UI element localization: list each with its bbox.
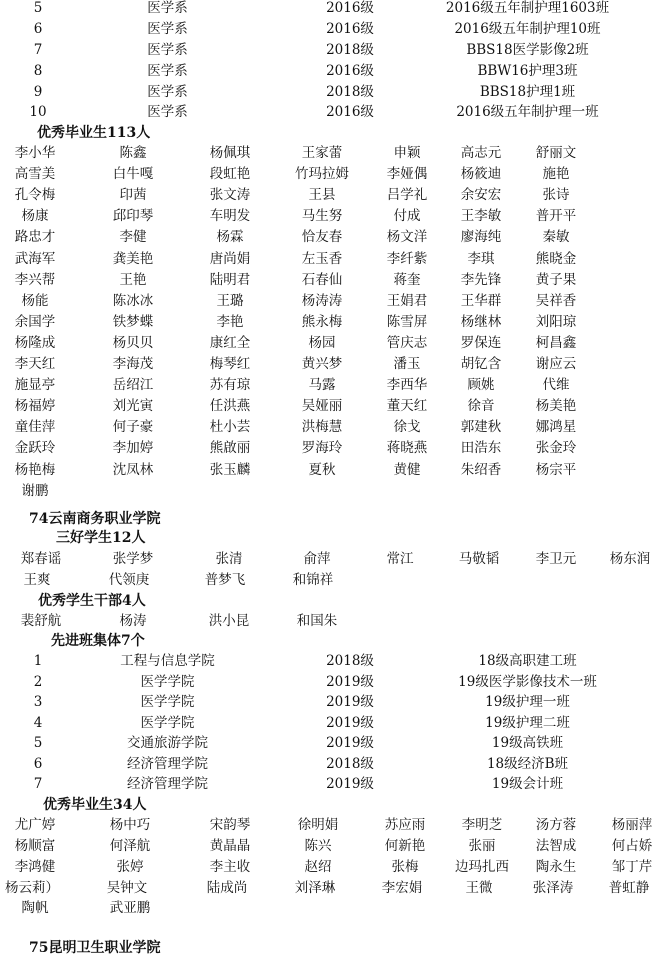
row-department: 医学系 <box>147 0 188 16</box>
person-name: 熊晓金 <box>535 250 577 267</box>
person-name: 汤方蓉 <box>535 817 577 833</box>
person-name: 张学梦 <box>112 551 154 567</box>
person-name: 普虹静 <box>608 880 650 896</box>
person-name: 余安宏 <box>460 187 502 204</box>
person-name: 蒋晓燕 <box>386 440 428 457</box>
person-name: 张文涛 <box>209 187 251 204</box>
person-name: 李主收 <box>209 859 251 875</box>
row-year: 2018级 <box>326 42 374 58</box>
person-name: 段虹艳 <box>209 166 251 183</box>
row-department: 经济管理学院 <box>127 776 208 792</box>
person-name: 徐戈 <box>393 419 421 436</box>
person-name: 胡钇含 <box>460 356 502 372</box>
row-department: 医学系 <box>147 42 188 58</box>
row-number: 4 <box>33 715 43 731</box>
person-name: 何占娇 <box>611 838 653 854</box>
person-name: 廖海纯 <box>460 229 502 246</box>
person-name: 杨佩琪 <box>209 145 251 161</box>
person-name: 黄兴梦 <box>301 356 343 372</box>
row-department: 医学学院 <box>140 715 195 731</box>
person-name: 法智成 <box>535 838 577 854</box>
person-name: 杨艳梅 <box>14 461 56 478</box>
name-row <box>0 354 657 374</box>
person-name: 杨贝贝 <box>112 334 154 351</box>
person-name: 杨顺富 <box>14 838 56 854</box>
person-name: 邱印琴 <box>112 208 154 225</box>
person-name: 李天红 <box>14 356 56 372</box>
person-name: 铁梦蝶 <box>112 313 154 330</box>
person-name: 王县 <box>308 187 336 204</box>
person-name: 杨东润 <box>609 551 651 567</box>
row-class: 18级经济B班 <box>486 756 569 772</box>
row-class: BBS18护理1班 <box>479 84 576 100</box>
person-name: 尤广婷 <box>14 817 56 833</box>
row-number: 10 <box>29 104 47 120</box>
person-name: 陈雪屏 <box>386 313 428 330</box>
person-name: 杨涛 <box>119 613 147 629</box>
row-class: 19级护理一班 <box>485 694 570 710</box>
person-name: 童佳萍 <box>14 419 56 436</box>
person-name: 舒丽文 <box>535 145 577 161</box>
person-name: 施艳 <box>542 166 570 183</box>
person-name: 洪小昆 <box>208 613 250 629</box>
name-row <box>0 611 657 631</box>
name-row <box>0 438 657 458</box>
row-class: 19级医学影像技术一班 <box>458 674 597 690</box>
row-number: 6 <box>33 21 43 37</box>
row-department: 工程与信息学院 <box>120 653 215 669</box>
school-title-75: 75昆明卫生职业学院 <box>29 940 161 956</box>
person-name: 余国学 <box>14 313 56 330</box>
row-class: BBS18医学影像2班 <box>466 42 589 58</box>
person-name: 和国朱 <box>296 613 338 629</box>
row-number: 7 <box>33 42 43 58</box>
person-name: 顾姚 <box>467 377 495 394</box>
name-row <box>0 417 657 437</box>
name-row <box>0 312 657 332</box>
person-name: 董天红 <box>386 398 428 415</box>
person-name: 李卫元 <box>535 551 577 567</box>
row-department: 医学系 <box>147 63 188 79</box>
person-name: 吕学礼 <box>386 187 428 204</box>
person-name: 沈凤林 <box>112 461 154 478</box>
person-name: 陈兴 <box>304 838 332 854</box>
person-name: 王李敏 <box>460 208 502 225</box>
row-number: 7 <box>33 776 43 792</box>
person-name: 刘光寅 <box>112 398 154 415</box>
name-row <box>0 291 657 311</box>
person-name: 宋韵琴 <box>209 817 251 833</box>
person-name: 张丽 <box>468 838 496 854</box>
person-name: 申颖 <box>393 145 421 161</box>
person-name: 高志元 <box>460 145 502 161</box>
name-row <box>0 549 657 569</box>
person-name: 谢应云 <box>535 356 577 372</box>
name-row <box>0 836 657 856</box>
person-name: 田浩东 <box>460 440 502 457</box>
person-name: 刘阳琼 <box>535 313 577 330</box>
row-number: 5 <box>33 0 43 16</box>
person-name: 吴娅丽 <box>301 398 343 415</box>
person-name: 娜鸿星 <box>535 419 577 436</box>
person-name: 黄晶晶 <box>209 838 251 854</box>
person-name: 熊啟丽 <box>209 440 251 457</box>
person-name: 陈冰冰 <box>112 292 154 309</box>
person-name: 黄健 <box>393 461 421 478</box>
person-name: 李加婷 <box>112 440 154 457</box>
section-heading-collectives: 先进班集体7个 <box>51 633 145 649</box>
person-name: 龚美艳 <box>112 250 154 267</box>
row-year: 2018级 <box>326 653 374 669</box>
person-name: 邹丁芹 <box>611 859 653 875</box>
person-name: 张梅 <box>391 859 419 875</box>
person-name: 陶帆 <box>21 900 49 916</box>
person-name: 任洪燕 <box>209 398 251 415</box>
person-name: 杨中巧 <box>109 817 151 833</box>
name-row <box>0 898 657 918</box>
person-name: 李兴帮 <box>14 271 56 288</box>
person-name: 武海军 <box>14 250 56 267</box>
name-row <box>0 206 657 226</box>
person-name: 俞萍 <box>303 551 331 567</box>
person-name: 王娟君 <box>386 292 428 309</box>
person-name: 裴舒航 <box>20 613 62 629</box>
row-number: 9 <box>33 84 43 100</box>
person-name: 普梦飞 <box>204 572 246 588</box>
table-row <box>0 61 657 81</box>
person-name: 苏有琼 <box>209 377 251 394</box>
name-row <box>0 878 657 898</box>
name-row <box>0 375 657 395</box>
section-heading-graduates-34: 优秀毕业生34人 <box>43 797 147 813</box>
table-row <box>0 754 657 774</box>
person-name: 李鸿健 <box>14 859 56 875</box>
name-row <box>0 270 657 290</box>
person-name: 石春仙 <box>301 271 343 288</box>
person-name: 柯昌鑫 <box>535 334 577 351</box>
person-name: 苏应雨 <box>384 817 426 833</box>
person-name: 恰友春 <box>301 229 343 246</box>
row-number: 6 <box>33 756 43 772</box>
section-heading-students: 三好学生12人 <box>56 530 146 546</box>
person-name: 何泽航 <box>109 838 151 854</box>
table-row <box>0 651 657 671</box>
row-year: 2019级 <box>326 735 374 751</box>
person-name: 陈鑫 <box>119 145 147 161</box>
table-row <box>0 713 657 733</box>
person-name: 罗海玲 <box>301 440 343 457</box>
person-name: 杨丽萍 <box>611 817 653 833</box>
person-name: 李小华 <box>14 145 56 161</box>
person-name: 何子豪 <box>112 419 154 436</box>
person-name: 印茜 <box>119 187 147 204</box>
person-name: 杨宗平 <box>535 461 577 478</box>
person-name: 杨云莉） <box>5 880 59 896</box>
row-year: 2019级 <box>326 674 374 690</box>
person-name: 张诗 <box>542 187 570 204</box>
person-name: 李明芝 <box>461 817 503 833</box>
person-name: 白牛嘎 <box>112 166 154 183</box>
person-name: 黄子果 <box>535 271 577 288</box>
row-class: 2016级五年制护理1603班 <box>445 0 610 16</box>
table-row <box>0 672 657 692</box>
name-row <box>0 333 657 353</box>
person-name: 杨涛涛 <box>301 292 343 309</box>
person-name: 唐尚娟 <box>209 250 251 267</box>
person-name: 杨隆成 <box>14 334 56 351</box>
row-year: 2016级 <box>326 104 374 120</box>
person-name: 王华群 <box>460 292 502 309</box>
person-name: 杨福婷 <box>14 398 56 415</box>
person-name: 马生努 <box>301 208 343 225</box>
name-row <box>0 396 657 416</box>
name-row <box>0 460 657 480</box>
name-row <box>0 185 657 205</box>
person-name: 代维 <box>542 377 570 394</box>
person-name: 赵绍 <box>304 859 332 875</box>
person-name: 李先锋 <box>460 271 502 288</box>
person-name: 代领庚 <box>108 572 150 588</box>
table-row <box>0 733 657 753</box>
person-name: 何新艳 <box>384 838 426 854</box>
person-name: 熊永梅 <box>301 313 343 330</box>
row-class: 19级护理二班 <box>485 715 570 731</box>
person-name: 郭建秋 <box>460 419 502 436</box>
row-class: 2016级五年制护理10班 <box>454 21 601 37</box>
person-name: 夏秋 <box>308 461 336 478</box>
row-department: 经济管理学院 <box>127 756 208 772</box>
row-number: 5 <box>33 735 43 751</box>
row-department: 医学系 <box>147 21 188 37</box>
table-row <box>0 102 657 122</box>
name-row <box>0 857 657 877</box>
person-name: 李琪 <box>467 250 495 267</box>
row-class: 18级高职建工班 <box>478 653 577 669</box>
row-department: 交通旅游学院 <box>127 735 208 751</box>
person-name: 郑春谣 <box>20 551 62 567</box>
person-name: 金跃玲 <box>14 440 56 457</box>
row-department: 医学系 <box>147 84 188 100</box>
person-name: 杨康 <box>21 208 49 225</box>
name-row <box>0 815 657 835</box>
name-row <box>0 164 657 184</box>
person-name: 杨筱迪 <box>460 166 502 183</box>
row-class: 19级会计班 <box>491 776 564 792</box>
person-name: 常江 <box>386 551 414 567</box>
person-name: 谢鹏 <box>21 482 49 499</box>
row-year: 2016级 <box>326 0 374 16</box>
row-department: 医学学院 <box>140 694 195 710</box>
row-number: 3 <box>33 694 43 710</box>
person-name: 杨文洋 <box>386 229 428 246</box>
person-name: 李娅偶 <box>386 166 428 183</box>
person-name: 刘泽琳 <box>294 880 336 896</box>
section-heading-cadres: 优秀学生干部4人 <box>38 593 146 609</box>
row-year: 2016级 <box>326 63 374 79</box>
person-name: 高雪美 <box>14 166 56 183</box>
row-year: 2019级 <box>326 776 374 792</box>
person-name: 岳绍江 <box>112 377 154 394</box>
person-name: 张金玲 <box>535 440 577 457</box>
person-name: 边玛扎西 <box>455 859 509 875</box>
person-name: 潘玉 <box>393 356 421 372</box>
person-name: 杜小芸 <box>209 419 251 436</box>
row-class: 2016级五年制护理一班 <box>456 104 599 120</box>
person-name: 徐明娟 <box>297 817 339 833</box>
person-name: 徐音 <box>467 398 495 415</box>
person-name: 车明发 <box>209 208 251 225</box>
person-name: 王爽 <box>23 572 51 588</box>
person-name: 张玉麟 <box>209 461 251 478</box>
row-number: 8 <box>33 63 43 79</box>
person-name: 张清 <box>215 551 243 567</box>
row-year: 2019级 <box>326 694 374 710</box>
name-row <box>0 227 657 247</box>
person-name: 陆明君 <box>209 271 251 288</box>
table-row <box>0 19 657 39</box>
person-name: 秦敏 <box>542 229 570 246</box>
row-year: 2016级 <box>326 21 374 37</box>
name-row <box>0 481 657 501</box>
person-name: 吴祥香 <box>535 292 577 309</box>
row-class: 19级高铁班 <box>491 735 564 751</box>
row-year: 2018级 <box>326 84 374 100</box>
person-name: 武亚鹏 <box>109 900 151 916</box>
name-row <box>0 143 657 163</box>
person-name: 李健 <box>119 229 147 246</box>
table-row <box>0 0 657 18</box>
person-name: 张婷 <box>116 859 144 875</box>
person-name: 付成 <box>393 208 421 225</box>
row-number: 1 <box>33 653 43 669</box>
person-name: 朱绍香 <box>460 461 502 478</box>
person-name: 李海茂 <box>112 356 154 372</box>
person-name: 路忠才 <box>14 229 56 246</box>
name-row <box>0 570 657 590</box>
person-name: 普开平 <box>535 208 577 225</box>
person-name: 洪梅慧 <box>301 419 343 436</box>
person-name: 竹玛拉姆 <box>295 166 349 183</box>
person-name: 王微 <box>465 880 493 896</box>
person-name: 马露 <box>308 377 336 394</box>
school-title-74: 74云南商务职业学院 <box>29 511 161 527</box>
person-name: 杨霖 <box>216 229 244 246</box>
person-name: 杨园 <box>308 334 336 351</box>
person-name: 吴钟文 <box>106 880 148 896</box>
person-name: 王家蕾 <box>301 145 343 161</box>
person-name: 和锦祥 <box>292 572 334 588</box>
person-name: 左玉香 <box>301 250 343 267</box>
row-year: 2018级 <box>326 756 374 772</box>
person-name: 张泽涛 <box>532 880 574 896</box>
person-name: 马敬韬 <box>458 551 500 567</box>
person-name: 王璐 <box>216 292 244 309</box>
person-name: 康红全 <box>209 334 251 351</box>
row-year: 2019级 <box>326 715 374 731</box>
table-row <box>0 82 657 102</box>
section-heading-graduates-113: 优秀毕业生113人 <box>37 125 151 141</box>
person-name: 孔令梅 <box>14 187 56 204</box>
person-name: 陆成尚 <box>206 880 248 896</box>
table-row <box>0 774 657 794</box>
table-row <box>0 692 657 712</box>
person-name: 李西华 <box>386 377 428 394</box>
table-row <box>0 40 657 60</box>
person-name: 李纤紫 <box>386 250 428 267</box>
person-name: 陶永生 <box>535 859 577 875</box>
person-name: 管庆志 <box>386 334 428 351</box>
person-name: 杨美艳 <box>535 398 577 415</box>
name-row <box>0 249 657 269</box>
person-name: 罗保连 <box>460 334 502 351</box>
person-name: 梅琴红 <box>209 356 251 372</box>
person-name: 李宏娟 <box>381 880 423 896</box>
person-name: 蒋奎 <box>393 271 421 288</box>
row-department: 医学系 <box>147 104 188 120</box>
person-name: 王艳 <box>119 271 147 288</box>
row-class: BBW16护理3班 <box>477 63 578 79</box>
person-name: 杨继林 <box>460 313 502 330</box>
person-name: 杨能 <box>21 292 49 309</box>
row-department: 医学学院 <box>140 674 195 690</box>
row-number: 2 <box>33 674 43 690</box>
person-name: 施显亭 <box>14 377 56 394</box>
person-name: 李艳 <box>216 313 244 330</box>
